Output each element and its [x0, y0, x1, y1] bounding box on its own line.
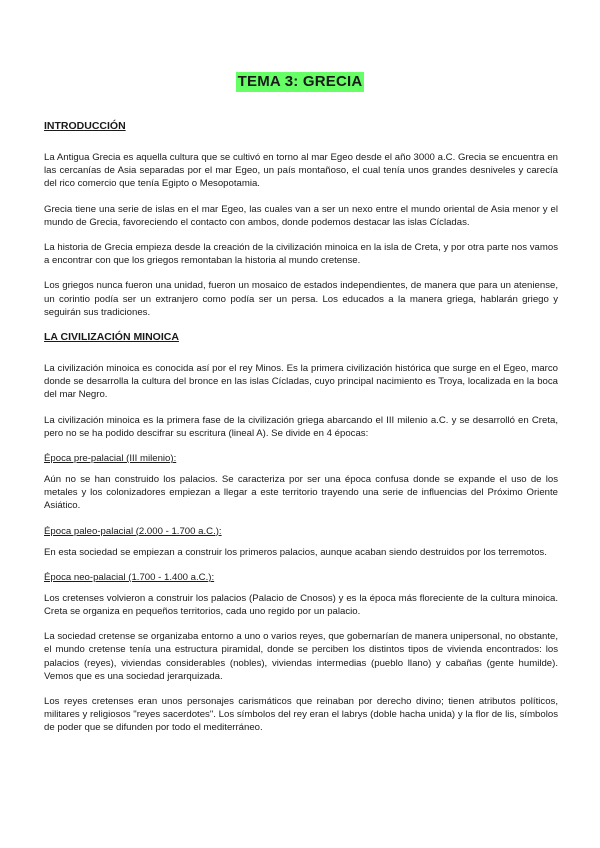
paragraph: Los reyes cretenses eran unos personajes carismáticos que reinaban por derecho divino; tienen atributos políticos, militares y religiosos "reyes sacerdotes". Los símbolos del rey eran el labrys (doble hacha unida) y la flor de lis, símbolos de poder que se difunden por todo el mediterráneo. — [44, 696, 558, 734]
paragraph: La civilización minoica es la primera fase de la civilización griega abarcando el III milenio a.C. y se desarrolló en Creta, pero no se ha podido descifrar su escritura (lineal A). Se divide en 4 épocas: — [44, 414, 558, 439]
document-body — [44, 120, 558, 747]
paragraph: En esta sociedad se empiezan a construir los primeros palacios, aunque acaban siendo destruidos por los terremotos. — [44, 546, 547, 558]
paragraph: Aún no se han construido los palacios. Se caracteriza por ser una época confusa donde se expande el uso de los metales y los colonizadores empiezan a llegar a este territorio trayendo una serie de influencias del Próximo Oriente Asiático. — [44, 474, 558, 512]
page-title: TEMA 3: GRECIA — [237, 73, 363, 90]
paragraph: La historia de Grecia empieza desde la creación de la civilización minoica en la isla de Creta, y por otra parte nos vamos a encontrar con que los griegos remontaban la historia al mundo cretense. — [44, 242, 558, 267]
paragraph: La civilización minoica es conocida así por el rey Minos. Es la primera civilización histórica que surge en el Egeo, marco donde se desarrolla la cultura del bronce en las islas Cícladas, cuyo principal nacimiento es Troya, localizada en la boca del mar Negro. — [44, 363, 558, 401]
paragraph: Grecia tiene una serie de islas en el mar Egeo, las cuales van a ser un nexo entre el mundo oriental de Asia menor y el mundo de Grecia, favoreciendo el contacto con ambos, donde podemos destacar las islas Cícladas. — [44, 203, 558, 228]
paragraph: Los griegos nunca fueron una unidad, fueron un mosaico de estados independientes, de manera que para un ateniense, un corintio podía ser un extranjero como podía ser un persa. Los educados a la manera griega, hablarán griego y seguirán sus tradiciones. — [44, 280, 558, 318]
title-wrapper — [0, 72, 600, 92]
paragraph: La sociedad cretense se organizaba entorno a uno o varios reyes, que gobernarían de manera unipersonal, no obstante, el mundo cretense tenía una estructura piramidal, donde se perciben los distintos tipos de vivienda encontrados: los palacios (reyes), viviendas considerables (nobles), viviendas intermedias (pueblo llano) y cabañas (gente humilde). Vemos que es una sociedad jerarquizada. — [44, 631, 558, 682]
epoch-heading-pre-palacial: Época pre-palacial (III milenio): — [44, 453, 177, 465]
section-heading-introduccion: INTRODUCCIÓN — [44, 120, 126, 132]
epoch-heading-neo-palacial: Época neo-palacial (1.700 - 1.400 a.C.): — [44, 571, 215, 583]
paragraph: La Antigua Grecia es aquella cultura que se cultivó en torno al mar Egeo desde el año 3000 a.C. Grecia se encuentra en las cercanías de Asia separadas por el mar Egeo, un país montañoso, el cual tenía unos grandes desniveles y carecía del rico comercio que tenía Egipto o Mesopotamia. — [44, 152, 558, 190]
paragraph: Los cretenses volvieron a construir los palacios (Palacio de Cnosos) y es la época más floreciente de la cultura minoica. Creta se organiza en pequeños territorios, cada uno regido por un palacio. — [44, 592, 558, 618]
section-heading-civilizacion-minoica: LA CIVILIZACIÓN MINOICA — [44, 331, 179, 344]
epoch-heading-paleo-palacial: Época paleo-palacial (2.000 - 1.700 a.C.): — [44, 525, 222, 537]
